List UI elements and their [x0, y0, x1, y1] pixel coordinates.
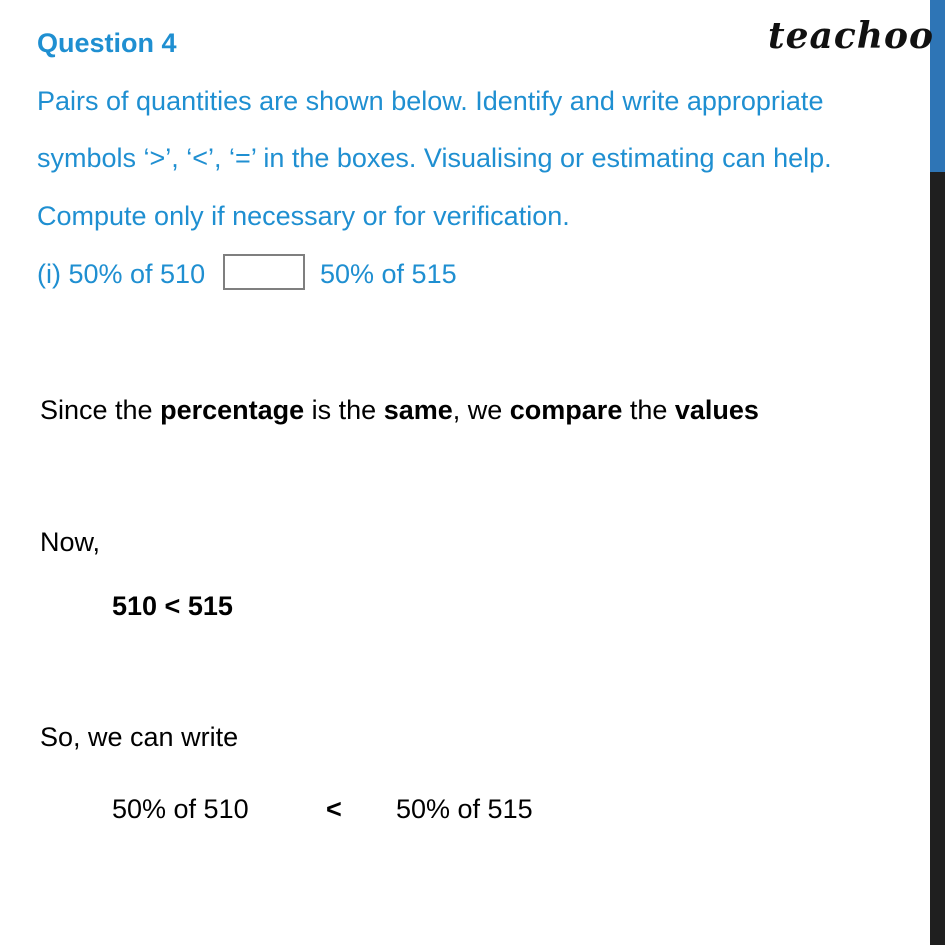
- teachoo-logo: teachoo: [768, 15, 934, 57]
- since-text-4: the: [622, 395, 675, 425]
- since-statement: [40, 395, 759, 426]
- question-text-line-1: Pairs of quantities are shown below. Identify and write appropriate: [37, 86, 824, 116]
- since-bold-percentage: percentage: [160, 395, 305, 425]
- question-part-rhs: 50% of 515: [320, 259, 457, 289]
- since-text-3: , we: [452, 395, 510, 425]
- final-comparison-symbol: <: [326, 794, 342, 824]
- so-statement: So, we can write: [40, 722, 239, 752]
- question-part-lhs: (i) 50% of 510: [37, 259, 206, 289]
- answer-box: [223, 254, 305, 290]
- now-label: Now,: [40, 527, 101, 557]
- since-bold-values: values: [674, 395, 759, 425]
- final-right-quantity: 50% of 515: [396, 794, 533, 824]
- question-text-line-2: symbols ‘>’, ‘<’, ‘=’ in the boxes. Visualising or estimating can help.: [37, 143, 832, 173]
- right-side-bar: [930, 0, 945, 945]
- final-left-quantity: 50% of 510: [112, 794, 249, 824]
- since-text-2: is the: [304, 395, 384, 425]
- question-title: Question 4: [37, 28, 177, 58]
- inequality-statement: 510 < 515: [112, 591, 233, 621]
- since-bold-compare: compare: [509, 395, 623, 425]
- since-text-1: Since the: [40, 395, 161, 425]
- question-text-line-3: Compute only if necessary or for verification.: [37, 201, 570, 231]
- since-bold-same: same: [383, 395, 453, 425]
